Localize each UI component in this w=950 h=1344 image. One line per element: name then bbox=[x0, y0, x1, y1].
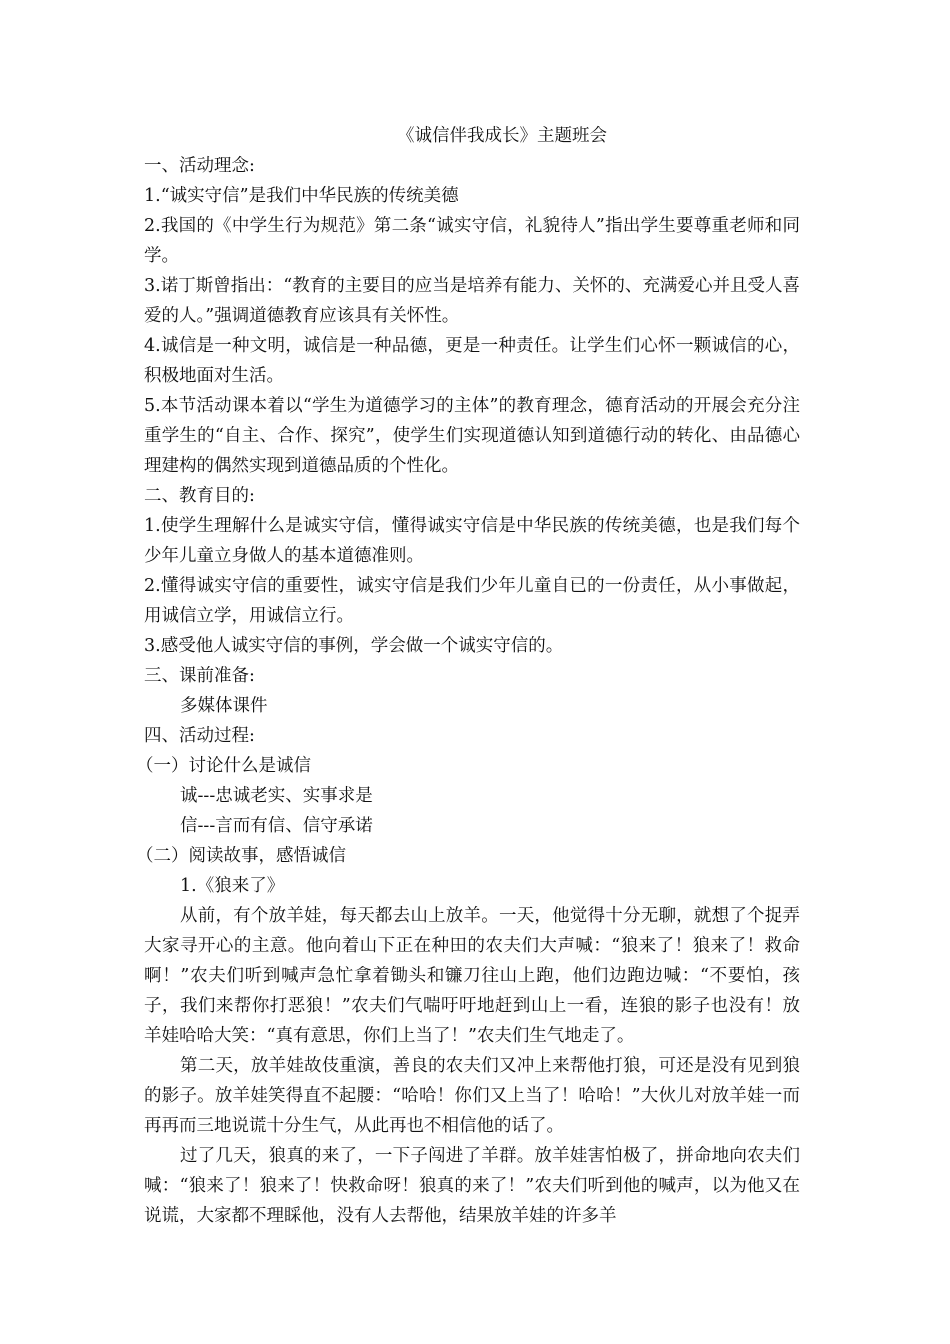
list-item: 1.“诚实守信”是我们中华民族的传统美德 bbox=[144, 186, 459, 206]
list-item: 3.感受他人诚实守信的事例，学会做一个诚实守信的。 bbox=[144, 636, 564, 656]
list-item: 4.诚信是一种文明，诚信是一种品德，更是一种责任。让学生们心怀一颗诚信的心，积极地面对生活。 bbox=[144, 336, 800, 386]
story-paragraph: 从前，有个放羊娃，每天都去山上放羊。一天，他觉得十分无聊，就想了个捉弄大家寻开心的主意。他向着山下正在种田的农夫们大声喊：“狼来了！狼来了！救命啊！”农夫们听到喊声急忙拿着锄头和镰刀往山上跑，他们边跑边喊：“不要怕，孩子，我们来帮你打恶狼！”农夫们气喘吁吁地赶到山上一看，连狼的影子也没有！放羊娃哈哈大笑：“真有意思，你们上当了！”农夫们生气地走了。 bbox=[144, 906, 800, 1046]
section-heading: 四、活动过程: bbox=[144, 726, 255, 746]
list-item: 1.使学生理解什么是诚实守信，懂得诚实守信是中华民族的传统美德，也是我们每个少年儿童立身做人的基本道德准则。 bbox=[144, 516, 800, 566]
list-item: 多媒体课件 bbox=[180, 696, 268, 716]
section-heading: 一、活动理念: bbox=[144, 156, 255, 176]
subsection-heading: （二）阅读故事，感悟诚信 bbox=[136, 846, 346, 866]
section-heading: 二、教育目的: bbox=[144, 486, 255, 506]
definition-line: 信---言而有信、信守承诺 bbox=[180, 816, 373, 836]
section-heading: 三、课前准备: bbox=[144, 666, 255, 686]
list-item: 5.本节活动课本着以“学生为道德学习的主体”的教育理念，德育活动的开展会充分注重学生的“自主、合作、探究”，使学生们实现道德认知到道德行动的转化、由品德心理建构的偶然实现到道德品质的个性化。 bbox=[144, 396, 800, 476]
story-paragraph: 过了几天，狼真的来了，一下子闯进了羊群。放羊娃害怕极了，拼命地向农夫们喊：“狼来了！狼来了！快救命呀！狼真的来了！”农夫们听到他的喊声，以为他又在说谎，大家都不理睬他，没有人去帮他，结果放羊娃的许多羊 bbox=[144, 1146, 800, 1226]
list-item: 2.我国的《中学生行为规范》第二条“诚实守信，礼貌待人”指出学生要尊重老师和同学。 bbox=[144, 216, 800, 266]
story-title: 1.《狼来了》 bbox=[180, 876, 285, 896]
page-title: 《诚信伴我成长》主题班会 bbox=[397, 126, 607, 146]
document-body bbox=[136, 124, 800, 1231]
subsection-heading: （一）讨论什么是诚信 bbox=[136, 756, 311, 776]
definition-line: 诚---忠诚老实、实事求是 bbox=[180, 786, 373, 806]
list-item: 3.诺丁斯曾指出：“教育的主要目的应当是培养有能力、关怀的、充满爱心并且受人喜爱的人。”强调道德教育应该具有关怀性。 bbox=[144, 276, 800, 326]
list-item: 2.懂得诚实守信的重要性，诚实守信是我们少年儿童自已的一份责任，从小事做起，用诚信立学，用诚信立行。 bbox=[144, 576, 800, 626]
story-paragraph: 第二天，放羊娃故伎重演，善良的农夫们又冲上来帮他打狼，可还是没有见到狼的影子。放羊娃笑得直不起腰：“哈哈！你们又上当了！哈哈！”大伙儿对放羊娃一而再再而三地说谎十分生气，从此再也不相信他的话了。 bbox=[144, 1056, 800, 1136]
